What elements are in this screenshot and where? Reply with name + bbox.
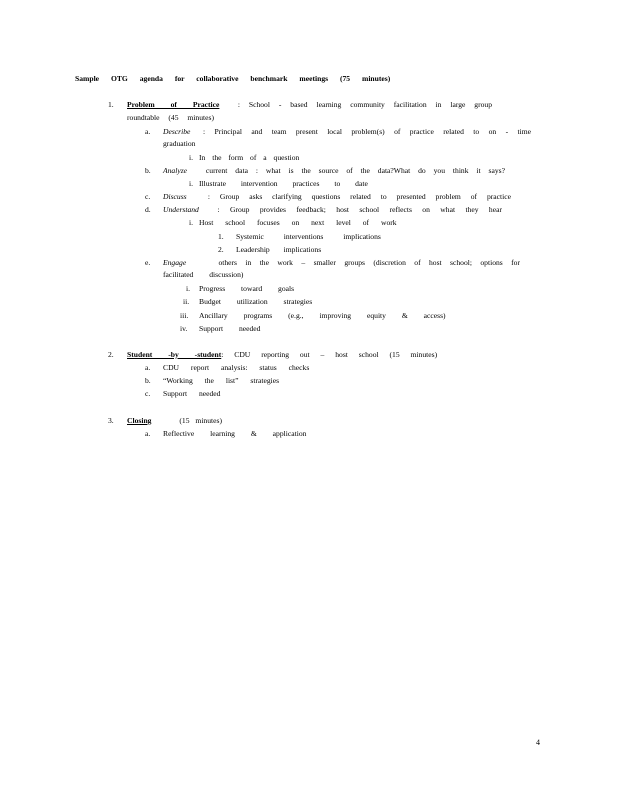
item-2b-line xyxy=(163,376,279,386)
item-1e-label: e. xyxy=(145,258,151,267)
item-1e-iv-line xyxy=(199,324,260,334)
item-2c-line xyxy=(163,389,220,399)
item-1e-iii-line xyxy=(199,311,446,321)
item-1e-iii-text: Ancillary programs (e.g., improving equity & access) xyxy=(199,311,446,320)
item-1a-line1 xyxy=(163,127,531,137)
item-1-text-line1: : School - based learning community facilitation in large group xyxy=(237,100,492,109)
item-2-heading: Student -by -student xyxy=(127,350,222,359)
item-1b-line xyxy=(163,166,505,176)
item-1d-i-line xyxy=(199,218,397,228)
item-1d-text: : Group provides feedback; host school reflects on what they hear xyxy=(217,205,502,214)
item-1e-line2 xyxy=(163,270,243,280)
item-1e-text-line1: others in the work – smaller groups (discretion of host school; options for xyxy=(218,258,520,267)
item-1e-i-text: Progress toward goals xyxy=(199,284,295,293)
item-1c-text: : Group asks clarifying questions related to presented problem of practice xyxy=(207,192,511,201)
item-2c-label: c. xyxy=(145,389,151,398)
agenda-title-text: Sample OTG agenda for collaborative benchmark meetings (75 minutes) xyxy=(75,74,391,83)
page-number: 4 xyxy=(536,738,540,747)
item-1e-ii-label: ii. xyxy=(183,297,190,306)
item-1a-line2 xyxy=(163,139,195,149)
item-1a-term: Describe xyxy=(163,127,191,136)
item-1-line1 xyxy=(127,100,492,110)
item-1-line2 xyxy=(127,113,214,123)
item-2a-line xyxy=(163,363,309,373)
item-1a-text-line1: : Principal and team present local problem(s) of practice related to on - time xyxy=(203,127,531,136)
item-1c-term: Discuss xyxy=(163,192,187,201)
item-1d-label: d. xyxy=(145,205,151,214)
item-1-heading: Problem of Practice xyxy=(127,100,220,109)
item-1b-label: b. xyxy=(145,166,151,175)
item-2-line xyxy=(127,350,438,360)
item-1e-i-label: i. xyxy=(186,284,191,293)
item-3-number: 3. xyxy=(108,416,114,425)
item-3a-text: Reflective learning & application xyxy=(163,429,307,438)
item-1a-text-line2: graduation xyxy=(163,139,196,148)
item-3-heading: Closing xyxy=(127,416,152,425)
item-1c-line xyxy=(163,192,511,202)
item-1e-iii-label: iii. xyxy=(180,311,189,320)
item-1d-i-2-text: Leadership implications xyxy=(236,245,322,254)
item-1d-i-2-line xyxy=(236,245,321,255)
item-1d-i-1-text: Systemic interventions implications xyxy=(236,232,381,241)
item-2b-label: b. xyxy=(145,376,151,385)
item-2c-text: Support needed xyxy=(163,389,221,398)
item-1-text-line2: roundtable (45 minutes) xyxy=(127,113,214,122)
item-1d-term: Understand xyxy=(163,205,199,214)
item-1d-i-1-label: 1. xyxy=(218,232,224,241)
item-1b-text: current data : what is the source of the data?What do you think it says? xyxy=(205,166,505,175)
item-1a-label: a. xyxy=(145,127,151,136)
item-1e-line1 xyxy=(163,258,520,268)
item-1b-i-label: i. xyxy=(189,179,194,188)
item-1-number: 1. xyxy=(108,100,114,109)
item-1b-i-line xyxy=(199,179,368,189)
item-1d-i-2-label: 2. xyxy=(218,245,224,254)
item-2a-text: CDU report analysis: status checks xyxy=(163,363,310,372)
item-1e-iv-label: iv. xyxy=(180,324,188,333)
item-1d-line xyxy=(163,205,502,215)
item-1a-i-label: i. xyxy=(189,153,194,162)
item-1d-i-text: Host school focuses on next level of work xyxy=(199,218,397,227)
item-1c-label: c. xyxy=(145,192,151,201)
item-1a-i-line xyxy=(199,153,299,163)
item-3-line xyxy=(127,416,222,426)
item-1a-i-text: In the form of a question xyxy=(199,153,300,162)
item-1b-term: Analyze xyxy=(163,166,188,175)
item-1d-i-label: i. xyxy=(189,218,194,227)
item-1e-ii-text: Budget utilization strategies xyxy=(199,297,313,306)
item-2-text: : CDU reporting out – host school (15 minutes) xyxy=(221,350,438,359)
item-1e-term: Engage xyxy=(163,258,187,267)
item-2a-label: a. xyxy=(145,363,151,372)
item-2b-text: “Working the list” strategies xyxy=(163,376,280,385)
item-1d-i-1-line xyxy=(236,232,381,242)
item-1e-text-line2: facilitated discussion) xyxy=(163,270,244,279)
item-1e-ii-line xyxy=(199,297,312,307)
item-1e-iv-text: Support needed xyxy=(199,324,261,333)
item-3-text: (15 minutes) xyxy=(179,416,222,425)
item-3a-line xyxy=(163,429,306,439)
item-2-number: 2. xyxy=(108,350,114,359)
agenda-title xyxy=(75,74,425,84)
item-1b-i-text: Illustrate intervention practices to date xyxy=(199,179,368,188)
item-3a-label: a. xyxy=(145,429,151,438)
item-1e-i-line xyxy=(199,284,294,294)
